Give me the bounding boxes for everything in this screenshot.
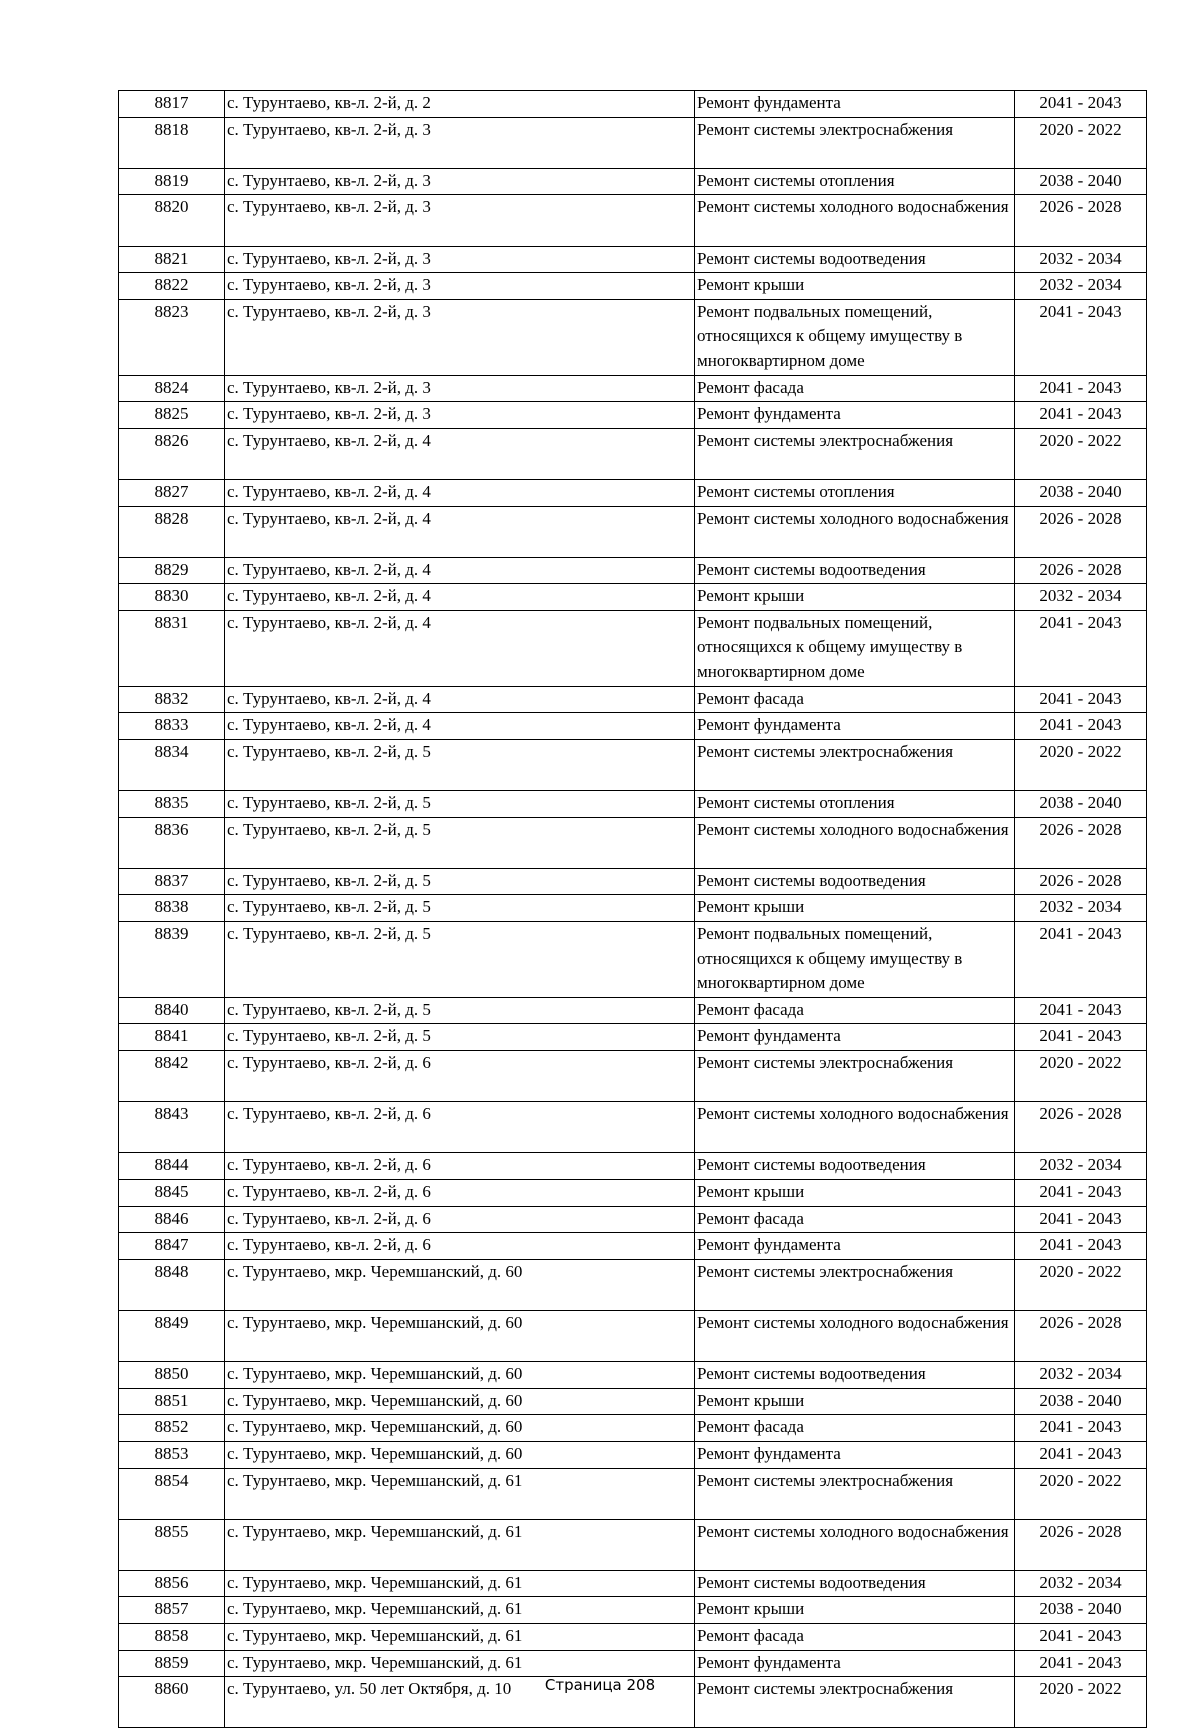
row-address: с. Турунтаево, мкр. Черемшанский, д. 60: [225, 1441, 695, 1468]
row-number: 8820: [119, 195, 225, 246]
row-period: 2020 - 2022: [1015, 1259, 1147, 1310]
row-address: с. Турунтаево, кв-л. 2-й, д. 3: [225, 299, 695, 375]
row-number: 8829: [119, 557, 225, 584]
table-row: [119, 273, 1147, 300]
row-work-type: Ремонт системы электроснабжения: [695, 428, 1015, 479]
repair-schedule-table: [118, 90, 1147, 1728]
row-period: 2041 - 2043: [1015, 1024, 1147, 1051]
table-row: [119, 168, 1147, 195]
row-work-type: Ремонт системы водоотведения: [695, 1570, 1015, 1597]
row-work-type: Ремонт системы водоотведения: [695, 1153, 1015, 1180]
table-row: [119, 299, 1147, 375]
row-address: с. Турунтаево, кв-л. 2-й, д. 6: [225, 1051, 695, 1102]
table-row: [119, 479, 1147, 506]
row-address: с. Турунтаево, кв-л. 2-й, д. 5: [225, 895, 695, 922]
row-address: с. Турунтаево, кв-л. 2-й, д. 4: [225, 610, 695, 686]
row-number: 8843: [119, 1102, 225, 1153]
row-work-type: Ремонт фасада: [695, 997, 1015, 1024]
row-period: 2041 - 2043: [1015, 1441, 1147, 1468]
row-number: 8818: [119, 117, 225, 168]
row-number: 8850: [119, 1362, 225, 1389]
row-address: с. Турунтаево, мкр. Черемшанский, д. 61: [225, 1519, 695, 1570]
row-work-type: Ремонт фасада: [695, 1415, 1015, 1442]
row-work-type: Ремонт системы водоотведения: [695, 1362, 1015, 1389]
row-address: с. Турунтаево, кв-л. 2-й, д. 5: [225, 817, 695, 868]
table-row: [119, 1570, 1147, 1597]
row-number: 8817: [119, 91, 225, 118]
table-body: [119, 91, 1147, 1728]
table-row: [119, 1051, 1147, 1102]
table-row: [119, 922, 1147, 998]
table-row: [119, 1468, 1147, 1519]
table-row: [119, 686, 1147, 713]
table-row: [119, 1153, 1147, 1180]
row-period: 2032 - 2034: [1015, 1362, 1147, 1389]
table-row: [119, 91, 1147, 118]
row-period: 2020 - 2022: [1015, 1051, 1147, 1102]
table-row: [119, 1650, 1147, 1677]
row-address: с. Турунтаево, кв-л. 2-й, д. 5: [225, 739, 695, 790]
row-work-type: Ремонт фасада: [695, 1206, 1015, 1233]
row-period: 2041 - 2043: [1015, 402, 1147, 429]
row-address: с. Турунтаево, кв-л. 2-й, д. 5: [225, 868, 695, 895]
row-work-type: Ремонт фундамента: [695, 91, 1015, 118]
row-period: 2032 - 2034: [1015, 584, 1147, 611]
row-number: 8849: [119, 1310, 225, 1361]
row-work-type: Ремонт крыши: [695, 1179, 1015, 1206]
table-row: [119, 506, 1147, 557]
row-period: 2026 - 2028: [1015, 868, 1147, 895]
row-period: 2041 - 2043: [1015, 713, 1147, 740]
row-period: 2041 - 2043: [1015, 610, 1147, 686]
row-address: с. Турунтаево, мкр. Черемшанский, д. 61: [225, 1570, 695, 1597]
row-address: с. Турунтаево, кв-л. 2-й, д. 4: [225, 557, 695, 584]
row-address: с. Турунтаево, кв-л. 2-й, д. 3: [225, 168, 695, 195]
row-number: 8852: [119, 1415, 225, 1442]
row-work-type: Ремонт системы водоотведения: [695, 868, 1015, 895]
table-row: [119, 1310, 1147, 1361]
row-address: с. Турунтаево, кв-л. 2-й, д. 5: [225, 1024, 695, 1051]
table-row: [119, 1206, 1147, 1233]
row-number: 8832: [119, 686, 225, 713]
table-row: [119, 1362, 1147, 1389]
row-work-type: Ремонт крыши: [695, 1388, 1015, 1415]
table-row: [119, 1233, 1147, 1260]
row-address: с. Турунтаево, кв-л. 2-й, д. 4: [225, 686, 695, 713]
row-period: 2032 - 2034: [1015, 895, 1147, 922]
row-number: 8819: [119, 168, 225, 195]
row-address: с. Турунтаево, кв-л. 2-й, д. 2: [225, 91, 695, 118]
row-address: с. Турунтаево, кв-л. 2-й, д. 4: [225, 428, 695, 479]
row-number: 8824: [119, 375, 225, 402]
row-address: с. Турунтаево, кв-л. 2-й, д. 3: [225, 246, 695, 273]
row-number: 8854: [119, 1468, 225, 1519]
row-period: 2020 - 2022: [1015, 1468, 1147, 1519]
row-number: 8839: [119, 922, 225, 998]
row-work-type: Ремонт системы отопления: [695, 168, 1015, 195]
row-work-type: Ремонт системы отопления: [695, 791, 1015, 818]
row-period: 2038 - 2040: [1015, 791, 1147, 818]
row-address: с. Турунтаево, мкр. Черемшанский, д. 60: [225, 1388, 695, 1415]
row-work-type: Ремонт подвальных помещений, относящихся к общему имуществу в многоквартирном доме: [695, 922, 1015, 998]
row-number: 8859: [119, 1650, 225, 1677]
row-address: с. Турунтаево, мкр. Черемшанский, д. 60: [225, 1415, 695, 1442]
row-work-type: Ремонт системы холодного водоснабжения: [695, 195, 1015, 246]
row-address: с. Турунтаево, кв-л. 2-й, д. 6: [225, 1233, 695, 1260]
row-work-type: Ремонт системы электроснабжения: [695, 1259, 1015, 1310]
row-work-type: Ремонт системы холодного водоснабжения: [695, 1519, 1015, 1570]
table-row: [119, 1415, 1147, 1442]
row-period: 2026 - 2028: [1015, 1519, 1147, 1570]
row-number: 8827: [119, 479, 225, 506]
row-period: 2041 - 2043: [1015, 1179, 1147, 1206]
row-number: 8828: [119, 506, 225, 557]
row-work-type: Ремонт системы электроснабжения: [695, 739, 1015, 790]
row-address: с. Турунтаево, кв-л. 2-й, д. 4: [225, 713, 695, 740]
row-period: 2032 - 2034: [1015, 273, 1147, 300]
table-row: [119, 610, 1147, 686]
row-period: 2026 - 2028: [1015, 195, 1147, 246]
row-number: 8842: [119, 1051, 225, 1102]
row-number: 8845: [119, 1179, 225, 1206]
row-address: с. Турунтаево, кв-л. 2-й, д. 3: [225, 402, 695, 429]
row-number: 8844: [119, 1153, 225, 1180]
row-address: с. Турунтаево, кв-л. 2-й, д. 4: [225, 479, 695, 506]
row-period: 2032 - 2034: [1015, 1570, 1147, 1597]
row-period: 2032 - 2034: [1015, 1153, 1147, 1180]
row-period: 2038 - 2040: [1015, 168, 1147, 195]
row-work-type: Ремонт фундамента: [695, 713, 1015, 740]
row-period: 2026 - 2028: [1015, 1310, 1147, 1361]
row-work-type: Ремонт системы холодного водоснабжения: [695, 817, 1015, 868]
table-row: [119, 1597, 1147, 1624]
row-address: с. Турунтаево, ул. 50 лет Октября, д. 10: [225, 1677, 695, 1728]
row-work-type: Ремонт крыши: [695, 1597, 1015, 1624]
row-period: 2026 - 2028: [1015, 557, 1147, 584]
row-period: 2038 - 2040: [1015, 1597, 1147, 1624]
row-work-type: Ремонт фасада: [695, 375, 1015, 402]
row-period: 2026 - 2028: [1015, 817, 1147, 868]
row-period: 2041 - 2043: [1015, 375, 1147, 402]
table-row: [119, 713, 1147, 740]
row-number: 8847: [119, 1233, 225, 1260]
row-address: с. Турунтаево, мкр. Черемшанский, д. 61: [225, 1468, 695, 1519]
row-address: с. Турунтаево, кв-л. 2-й, д. 3: [225, 375, 695, 402]
row-number: 8848: [119, 1259, 225, 1310]
row-work-type: Ремонт системы электроснабжения: [695, 1677, 1015, 1728]
table-row: [119, 997, 1147, 1024]
row-address: с. Турунтаево, мкр. Черемшанский, д. 60: [225, 1259, 695, 1310]
row-number: 8855: [119, 1519, 225, 1570]
table-row: [119, 1388, 1147, 1415]
page-number: Страница 208: [544, 1676, 656, 1694]
row-number: 8838: [119, 895, 225, 922]
row-address: с. Турунтаево, кв-л. 2-й, д. 6: [225, 1102, 695, 1153]
row-work-type: Ремонт системы электроснабжения: [695, 117, 1015, 168]
table-row: [119, 195, 1147, 246]
row-period: 2041 - 2043: [1015, 1650, 1147, 1677]
table-row: [119, 868, 1147, 895]
row-work-type: Ремонт системы холодного водоснабжения: [695, 1102, 1015, 1153]
row-address: с. Турунтаево, кв-л. 2-й, д. 5: [225, 922, 695, 998]
row-period: 2041 - 2043: [1015, 299, 1147, 375]
row-work-type: Ремонт системы отопления: [695, 479, 1015, 506]
row-period: 2020 - 2022: [1015, 739, 1147, 790]
row-number: 8830: [119, 584, 225, 611]
row-period: 2026 - 2028: [1015, 506, 1147, 557]
row-number: 8831: [119, 610, 225, 686]
row-work-type: Ремонт системы электроснабжения: [695, 1051, 1015, 1102]
row-number: 8841: [119, 1024, 225, 1051]
table-row: [119, 1259, 1147, 1310]
row-work-type: Ремонт фундамента: [695, 1650, 1015, 1677]
row-number: 8857: [119, 1597, 225, 1624]
row-period: 2041 - 2043: [1015, 922, 1147, 998]
row-work-type: Ремонт фасада: [695, 686, 1015, 713]
row-address: с. Турунтаево, кв-л. 2-й, д. 6: [225, 1206, 695, 1233]
row-work-type: Ремонт системы холодного водоснабжения: [695, 1310, 1015, 1361]
row-work-type: Ремонт фундамента: [695, 1441, 1015, 1468]
row-period: 2041 - 2043: [1015, 997, 1147, 1024]
row-work-type: Ремонт системы холодного водоснабжения: [695, 506, 1015, 557]
table-row: [119, 1179, 1147, 1206]
row-period: 2041 - 2043: [1015, 1624, 1147, 1651]
row-address: с. Турунтаево, кв-л. 2-й, д. 3: [225, 195, 695, 246]
row-number: 8858: [119, 1624, 225, 1651]
row-work-type: Ремонт крыши: [695, 895, 1015, 922]
table-row: [119, 117, 1147, 168]
table-row: [119, 375, 1147, 402]
row-number: 8860: [119, 1677, 225, 1728]
row-work-type: Ремонт фасада: [695, 1624, 1015, 1651]
row-number: 8825: [119, 402, 225, 429]
table-row: [119, 895, 1147, 922]
row-number: 8826: [119, 428, 225, 479]
row-number: 8853: [119, 1441, 225, 1468]
row-work-type: Ремонт подвальных помещений, относящихся к общему имуществу в многоквартирном доме: [695, 299, 1015, 375]
row-address: с. Турунтаево, кв-л. 2-й, д. 4: [225, 506, 695, 557]
row-number: 8822: [119, 273, 225, 300]
table-row: [119, 817, 1147, 868]
row-address: с. Турунтаево, мкр. Черемшанский, д. 60: [225, 1310, 695, 1361]
row-number: 8846: [119, 1206, 225, 1233]
row-period: 2032 - 2034: [1015, 246, 1147, 273]
row-number: 8840: [119, 997, 225, 1024]
row-number: 8837: [119, 868, 225, 895]
table-row: [119, 1102, 1147, 1153]
row-period: 2041 - 2043: [1015, 1206, 1147, 1233]
row-period: 2020 - 2022: [1015, 428, 1147, 479]
row-work-type: Ремонт фундамента: [695, 1024, 1015, 1051]
row-period: 2041 - 2043: [1015, 1415, 1147, 1442]
table-row: [119, 1024, 1147, 1051]
table-row: [119, 1519, 1147, 1570]
row-number: 8823: [119, 299, 225, 375]
row-period: 2041 - 2043: [1015, 1233, 1147, 1260]
row-number: 8833: [119, 713, 225, 740]
row-address: с. Турунтаево, мкр. Черемшанский, д. 61: [225, 1624, 695, 1651]
row-address: с. Турунтаево, кв-л. 2-й, д. 3: [225, 273, 695, 300]
row-period: 2020 - 2022: [1015, 1677, 1147, 1728]
row-work-type: Ремонт системы электроснабжения: [695, 1468, 1015, 1519]
row-number: 8834: [119, 739, 225, 790]
row-period: 2041 - 2043: [1015, 686, 1147, 713]
table-row: [119, 1624, 1147, 1651]
row-work-type: Ремонт подвальных помещений, относящихся к общему имуществу в многоквартирном доме: [695, 610, 1015, 686]
row-address: с. Турунтаево, мкр. Черемшанский, д. 60: [225, 1362, 695, 1389]
row-period: 2038 - 2040: [1015, 1388, 1147, 1415]
table-row: [119, 428, 1147, 479]
table-row: [119, 739, 1147, 790]
row-number: 8835: [119, 791, 225, 818]
row-number: 8851: [119, 1388, 225, 1415]
row-work-type: Ремонт системы водоотведения: [695, 246, 1015, 273]
table-row: [119, 557, 1147, 584]
table-row: [119, 791, 1147, 818]
row-address: с. Турунтаево, кв-л. 2-й, д. 6: [225, 1179, 695, 1206]
table-row: [119, 402, 1147, 429]
row-work-type: Ремонт системы водоотведения: [695, 557, 1015, 584]
row-work-type: Ремонт крыши: [695, 273, 1015, 300]
row-address: с. Турунтаево, кв-л. 2-й, д. 4: [225, 584, 695, 611]
row-work-type: Ремонт фундамента: [695, 402, 1015, 429]
row-period: 2041 - 2043: [1015, 91, 1147, 118]
row-address: с. Турунтаево, кв-л. 2-й, д. 3: [225, 117, 695, 168]
table-row: [119, 1441, 1147, 1468]
row-number: 8856: [119, 1570, 225, 1597]
row-period: 2026 - 2028: [1015, 1102, 1147, 1153]
row-period: 2038 - 2040: [1015, 479, 1147, 506]
row-period: 2020 - 2022: [1015, 117, 1147, 168]
row-work-type: Ремонт крыши: [695, 584, 1015, 611]
table-row: [119, 246, 1147, 273]
row-address: с. Турунтаево, кв-л. 2-й, д. 5: [225, 997, 695, 1024]
row-address: с. Турунтаево, кв-л. 2-й, д. 6: [225, 1153, 695, 1180]
row-address: с. Турунтаево, мкр. Черемшанский, д. 61: [225, 1597, 695, 1624]
row-work-type: Ремонт фундамента: [695, 1233, 1015, 1260]
row-number: 8836: [119, 817, 225, 868]
row-number: 8821: [119, 246, 225, 273]
row-address: с. Турунтаево, мкр. Черемшанский, д. 61: [225, 1650, 695, 1677]
table-row: [119, 584, 1147, 611]
row-address: с. Турунтаево, кв-л. 2-й, д. 5: [225, 791, 695, 818]
